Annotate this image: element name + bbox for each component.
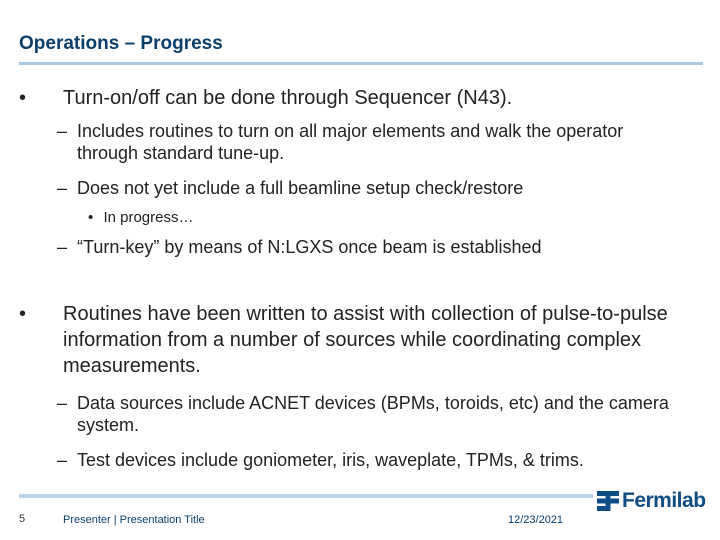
sub-bullet-2-1 [57,392,697,436]
dash-marker: – [57,450,68,470]
fermilab-logo [597,489,706,513]
sub-bullet-1-2-text: Does not yet include a full beamline setup check/restore [77,178,524,198]
sub-bullet-1-1-text: Includes routines to turn on all major elements and walk the operator through standard tune-up. [77,121,624,163]
bullet-2-text: Routines have been written to assist with collection of pulse-to-pulse information from a number of sources while coordinating complex measurements. [63,303,668,377]
sub-bullet-2-2-text: Test devices include goniometer, iris, waveplate, TPMs, & trims. [77,450,584,470]
sub-sub-bullet-text: In progress… [103,209,194,226]
bullet-1 [19,85,709,115]
slide-number: 5 [19,513,26,525]
bullet-marker: • [19,87,27,109]
sub-bullet-1-2 [57,177,697,199]
bullet-2 [19,301,669,381]
dash-marker: – [57,393,68,413]
slide-title: Operations – Progress [19,33,223,54]
bullet-1-text: Turn-on/off can be done through Sequencer (N43). [63,87,513,109]
dash-marker: – [57,121,68,141]
sub-bullet-2-1-text: Data sources include ACNET devices (BPMs, toroids, etc) and the camera system. [77,393,669,435]
sub-bullet-1-1 [57,120,677,164]
bullet-marker: • [19,303,27,325]
sub-bullet-2-2 [57,449,707,471]
sub-bullet-1-3 [57,236,697,258]
sub-bullet-1-3-text: “Turn-key” by means of N:LGXS once beam is established [77,237,542,257]
fermilab-mark-icon [597,491,619,511]
slide-date: 12/23/2021 [508,514,564,526]
title-underline [19,62,703,65]
presenter-title: Presenter | Presentation Title [63,514,205,526]
dash-marker: – [57,237,68,257]
sub-sub-bullet-1 [88,209,193,227]
footer-rule [19,494,593,498]
logo-text: Fermilab [622,489,706,512]
bullet-marker: • [88,209,94,226]
dash-marker: – [57,178,68,198]
